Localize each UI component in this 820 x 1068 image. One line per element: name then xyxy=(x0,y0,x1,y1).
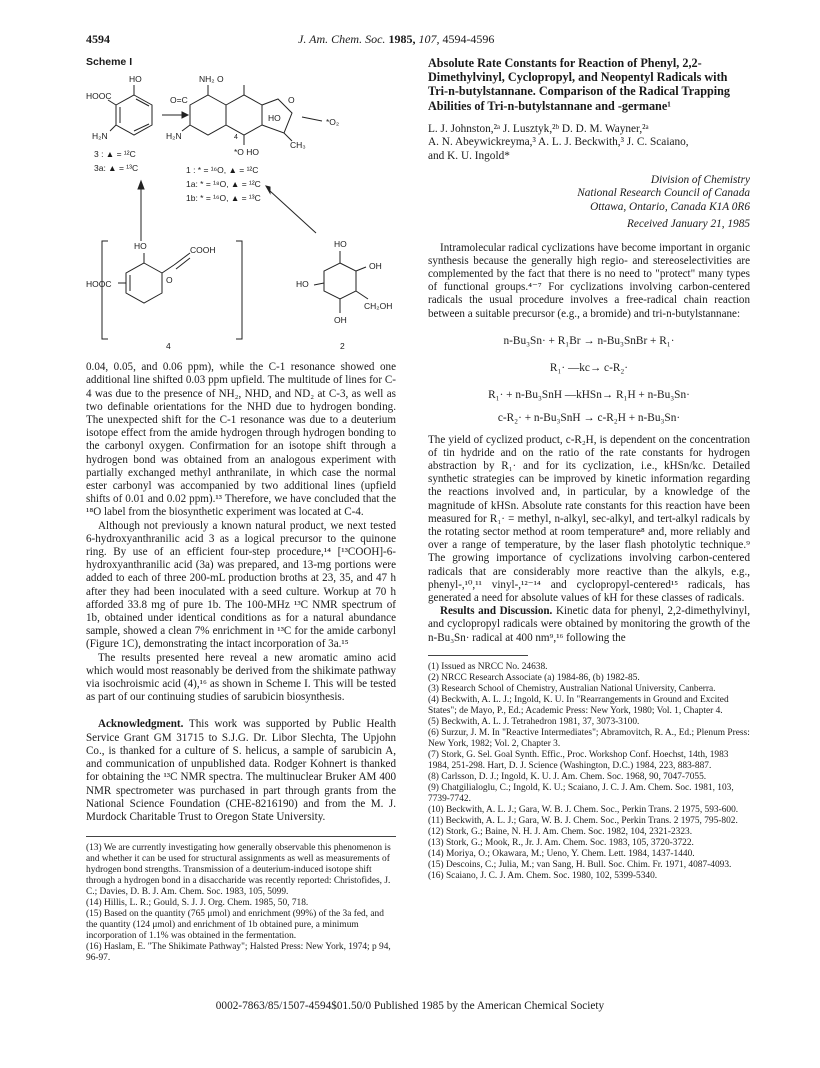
footnote-7: (7) Stork, G. Sel. Goal Synth. Effic., Proc. Workshop Conf. Hoechst, 14th, 1983 1984, 251-298. Hart, D. J. Science (Washington, D.C.) 1984, 223, 883-887. xyxy=(428,749,729,771)
footnote-6: (6) Surzur, J. M. In "Reactive Intermediates"; Abramovitch, R. A., Ed.; Plenum Press: New York, 1982; Vol. 2, Chapter 3. xyxy=(428,727,750,749)
footnote-rule-right xyxy=(428,655,528,656)
label-4-hooc: HOOC xyxy=(86,279,112,290)
journal-volume: 107, xyxy=(418,32,440,46)
compound-2-ring xyxy=(324,263,356,299)
journal-pages: 4594-4596 xyxy=(442,32,495,46)
footnote-3: (3) Research School of Chemistry, Australian National University, Canberra. xyxy=(428,683,716,694)
footnote-10: (10) Beckwith, A. L. J.; Gara, W. B. J. Chem. Soc., Perkin Trans. 2 1975, 593-600. xyxy=(428,804,739,815)
label-1-oc: O=C xyxy=(170,95,188,106)
left-paragraph-1: 0.04, 0.05, and 0.06 ppm), while the C-1 resonance showed one additional line shifted 0.03 ppm upfield. The multitude of lines for C-4 was due to the presence of NH₂, NHD, and ND₂ at C-3, as well as two definable orientations for the NHD due to hydrogen bonding. The unexpected shift for the C-1 resonance was due to a deuterium isotope effect from the amide hydrogen through hydrogen bonding to the carbonyl oxygen. Confirmation for an isotope shift through a hydrogen bond was obtained from an analogous experiment with partially exchanged methyl anthranilate, in which case the normal ester carbonyl was accompanied by two additional lines (upfield shifts of 0.01 and 0.02 ppm).¹³ Therefore, we have concluded that the ¹⁸O label from the biosynthetic experiment was located at C-4. xyxy=(86,361,396,519)
article-title: Absolute Rate Constants for Reaction of Phenyl, 2,2-Dimethylvinyl, Cyclopropyl, and Neopentyl Radicals with Tri-n-butylstannane. Comparison of the Radical Trapping Abilities of Tri-n-butylstannane and -germane¹ xyxy=(428,56,731,113)
legend-compound-1a: 1a: * = ¹⁸O, ▲ = ¹²C xyxy=(186,179,261,190)
label-3-hooc: HOOC xyxy=(86,91,112,102)
compound-number-2: 2 xyxy=(340,341,345,352)
compound-4-ring xyxy=(126,263,162,303)
authors-line-1: L. J. Johnston,²ᵃ J. Lusztyk,²ᵇ D. D. M. Wayner,²ᵃ xyxy=(428,122,649,135)
legend-compound-3: 3 : ▲ = ¹²C xyxy=(94,149,136,160)
right-paragraph-2: The yield of cyclized product, c-R₂H, is dependent on the concentration of tin hydride and on the ratio of the rate constants for hydrogen abstraction by R₁· and for its cyclization, i.e., kHSn/kc. Detailed synthetic strategies can be improved by kinetic information regarding the reactions involved and, in particular, by a knowledge of the magnitude of kHSn. Absolute rate constants for this reaction have been measured for R₁· = methyl, n-alkyl, sec-alkyl, and tert-alkyl radicals by the rotating sector method at room temperature⁸ and, more reliably and over a range of temperature, by the laser flash photolytic technique.⁹ The growing importance of cyclizations involving carbon-centered radicals that are considerably more reactive than the alkyls, e.g., phenyl-,¹⁰,¹¹ vinyl-,¹²⁻¹⁴ and cyclopropyl-centered¹⁵ radicals, has generated a need for absolute values of kH for these classes of radicals. xyxy=(428,433,750,605)
equation-3: R₁· + n-Bu₃SnH —kHSn→ R₁H + n-Bu₃Sn· xyxy=(488,389,690,402)
journal-year: 1985, xyxy=(388,32,416,46)
acknowledgment-text: This work was supported by Public Health Service Grant GM 31715 to S.J.G. Dr. Libor Slechta, The Upjohn Co., is thanked for a culture of S. helicus, a sample of sarubicin A, and communication of unpublished data. Rodger Kohnert is thanked for obtaining the ¹³C NMR spectra. The multinuclear Bruker AM 400 NMR spectrometer was purchased in part through grants from the National Science Foundation (CHE-8216190) and from the M. J. Murdock Charitable Trust to Oregon State University. xyxy=(86,718,396,823)
equation-2: R₁· —kc→ c-R₂· xyxy=(549,362,629,374)
label-2-ho-left: HO xyxy=(296,279,309,290)
legend-compound-3a: 3a: ▲ = ¹³C xyxy=(94,163,139,174)
label-2-oh-bottom: OH xyxy=(334,315,347,326)
compound-1-ring-a xyxy=(190,95,226,135)
scheme-drawing xyxy=(86,73,396,351)
journal-name: J. Am. Chem. Soc. xyxy=(298,32,386,46)
label-3-ho: HO xyxy=(129,74,142,85)
footnote-1: (1) Issued as NRCC No. 24638. xyxy=(428,661,548,672)
left-paragraph-3: The results presented here reveal a new aromatic amino acid which would most reasonably be derived from the shikimate pathway via isochroismic acid (4),¹⁶ as shown in Scheme I. This will be tested as part of our continuing studies of sarubicin biosynthesis. xyxy=(86,651,396,704)
label-2-oh: OH xyxy=(369,261,382,272)
label-1-ho: HO xyxy=(268,113,281,124)
page-number: 4594 xyxy=(86,32,110,46)
label-1-four: 4 xyxy=(234,134,238,142)
authors-line-3: and K. U. Ingold* xyxy=(428,150,510,162)
label-1-oho: *O HO xyxy=(234,147,260,158)
footnote-16b: (16) Scaiano, J. C. J. Am. Chem. Soc. 1980, 102, 5399-5340. xyxy=(428,870,658,881)
footnote-11: (11) Beckwith, A. L. J.; Gara, W. B. J. Chem. Soc., Perkin Trans. 2 1975, 795-802. xyxy=(428,815,738,826)
footnote-13b: (13) Stork, G.; Mook, R., Jr. J. Am. Chem. Soc. 1983, 105, 3720-3722. xyxy=(428,837,694,848)
authors-line-2: A. N. Abeywickreyma,³ A. L. J. Beckwith,³ J. C. Scaiano, xyxy=(428,136,689,149)
label-1-h2n: H₂N xyxy=(166,131,182,142)
received-date: Received January 21, 1985 xyxy=(627,218,750,231)
acknowledgment-title: Acknowledgment. xyxy=(98,718,184,731)
label-o2: *O₂ xyxy=(326,117,340,128)
footnote-15b: (15) Descoins, C.; Julia, M.; van Sang, H. Bull. Soc. Chim. Fr. 1971, 4087-4093. xyxy=(428,859,732,870)
footnote-4: (4) Beckwith, A. L. J.; Ingold, K. U. In "Rearrangements in Ground and Excited States"; de Mayo, P., Ed.; Academic Press: New York, 1980; Vol. 1, Chapter 4. xyxy=(428,694,729,716)
footnote-5: (5) Beckwith, A. L. J. Tetrahedron 1981, 37, 3073-3100. xyxy=(428,716,640,727)
footnote-13: (13) We are currently investigating how generally observable this phenomenon is and whether it can be used for structural assignments as well as measurements of hydrogen bond strengths. Transmission of a deuterium-induced isotope shift through a hydrogen bond in a disaccharide was recently reported: Christofides, J. C.; Davies, D. B. J. Am. Chem. Soc. 1983, 105, 5099. xyxy=(86,843,391,898)
right-column xyxy=(428,56,750,882)
footnote-16: (16) Haslam, E. "The Shikimate Pathway"; Halsted Press: New York, 1974; p 94, 96-97. xyxy=(86,942,391,964)
footnote-15: (15) Based on the quantity (765 μmol) and enrichment (99%) of the 3a fed, and the quantity (124 μmol) and enrichment of 1b obtained pure, a minimum incorporation of 1.1% was obtained in the fermentation. xyxy=(86,909,384,942)
footnote-8: (8) Carlsson, D. J.; Ingold, K. U. J. Am. Chem. Soc. 1968, 90, 7047-7055. xyxy=(428,771,707,782)
results-heading: Results and Discussion. xyxy=(440,605,553,618)
footnote-rule-left xyxy=(86,836,396,837)
right-paragraph-1: Intramolecular radical cyclizations have become important in organic synthesis because the generally high regio- and stereoselectivities are complemented by the fact that there is no need to "protect" many types of functional groups.⁴⁻⁷ For cyclizations involving carbon-centered radicals the usual procedure involves a free-radical chain reaction between a suitable precursor (e.g., a bromide) and tri-n-butylstannane: xyxy=(428,241,750,320)
acknowledgment xyxy=(86,718,396,824)
label-1-o: O xyxy=(288,95,295,106)
label-4-o: O xyxy=(166,275,173,286)
left-paragraph-2: Although not previously a known natural product, we next tested 6-hydroxyanthranilic acid 3 as a logical precursor to the quinone ring. By use of an efficient four-step procedure,¹⁴ [¹³COOH]-6-hydroxyanthranilic acid (3a) was prepared, and 13-mg portions were added to each of three 200-mL production broths at 23, 35, and 47 h after they had been inoculated with a seed culture. Workup at 70 h afforded 33.8 mg of pure 1b. The 100-MHz ¹³C NMR spectrum of 1b, obtained under identical conditions as for a natural abundance sample, showed a clean 7% enrichment in ¹³C for the amide carbonyl (Figure 1C), demonstrating the intact incorporation of 3a.¹⁵ xyxy=(86,519,396,651)
affiliation-line-2: National Research Council of Canada xyxy=(577,187,750,200)
label-2-ch2oh: CH₂OH xyxy=(364,301,393,312)
footnote-2: (2) NRCC Research Associate (a) 1984-86, (b) 1982-85. xyxy=(428,672,640,683)
label-4-ho: HO xyxy=(134,241,147,252)
label-4-cooh: COOH xyxy=(190,245,216,256)
equation-4: c-R₂· + n-Bu₃SnH → c-R₂H + n-Bu₃Sn· xyxy=(497,412,681,425)
journal-citation xyxy=(298,32,494,47)
results-text: Kinetic data for phenyl, 2,2-dimethylvinyl, and cyclopropyl radicals were obtained by monitoring the growth of the n-Bu₃Sn· radical at 400 nm⁹,¹⁶ following the xyxy=(428,605,750,644)
left-column xyxy=(86,56,396,964)
page-footer: 0002-7863/85/1507-4594$01.50/0 Published 1985 by the American Chemical Society xyxy=(215,1000,605,1012)
footnote-9: (9) Chatgilialoglu, C.; Ingold, K. U.; Scaiano, J. C. J. Am. Chem. Soc. 1981, 103, 7739-7742. xyxy=(428,782,734,804)
legend-compound-1: 1 : * = ¹⁶O, ▲ = ¹²C xyxy=(186,165,259,176)
label-3-h2n: H₂N xyxy=(92,131,108,142)
affiliation-line-3: Ottawa, Ontario, Canada K1A 0R6 xyxy=(590,200,750,213)
affiliation xyxy=(428,174,750,215)
equation-1: n-Bu₃Sn· + R₁Br → n-Bu₃SnBr + R₁· xyxy=(503,334,675,347)
scheme-figure xyxy=(86,73,396,351)
compound-1-ring-b xyxy=(226,95,262,135)
compound-3-ring xyxy=(116,95,152,135)
footnote-14: (14) Hillis, L. R.; Gould, S. J. J. Org. Chem. 1985, 50, 718. xyxy=(86,898,309,909)
footnote-12: (12) Stork, G.; Baine, N. H. J. Am. Chem. Soc. 1982, 104, 2321-2323. xyxy=(428,826,693,837)
legend-compound-1b: 1b: * = ¹⁶O, ▲ = ¹³C xyxy=(186,193,261,204)
right-paragraph-3 xyxy=(428,605,750,645)
label-2-ho: HO xyxy=(334,239,347,250)
label-1-nh2o: NH₂ O xyxy=(199,74,224,85)
footnote-14b: (14) Moriya, O.; Okawara, M.; Ueno, Y. Chem. Lett. 1984, 1437-1440. xyxy=(428,848,695,859)
author-list xyxy=(428,123,750,164)
compound-number-4: 4 xyxy=(166,341,171,352)
scheme-label: Scheme I xyxy=(86,56,133,68)
affiliation-line-1: Division of Chemistry xyxy=(650,173,750,186)
label-1-ch3: CH₃ xyxy=(290,140,306,151)
